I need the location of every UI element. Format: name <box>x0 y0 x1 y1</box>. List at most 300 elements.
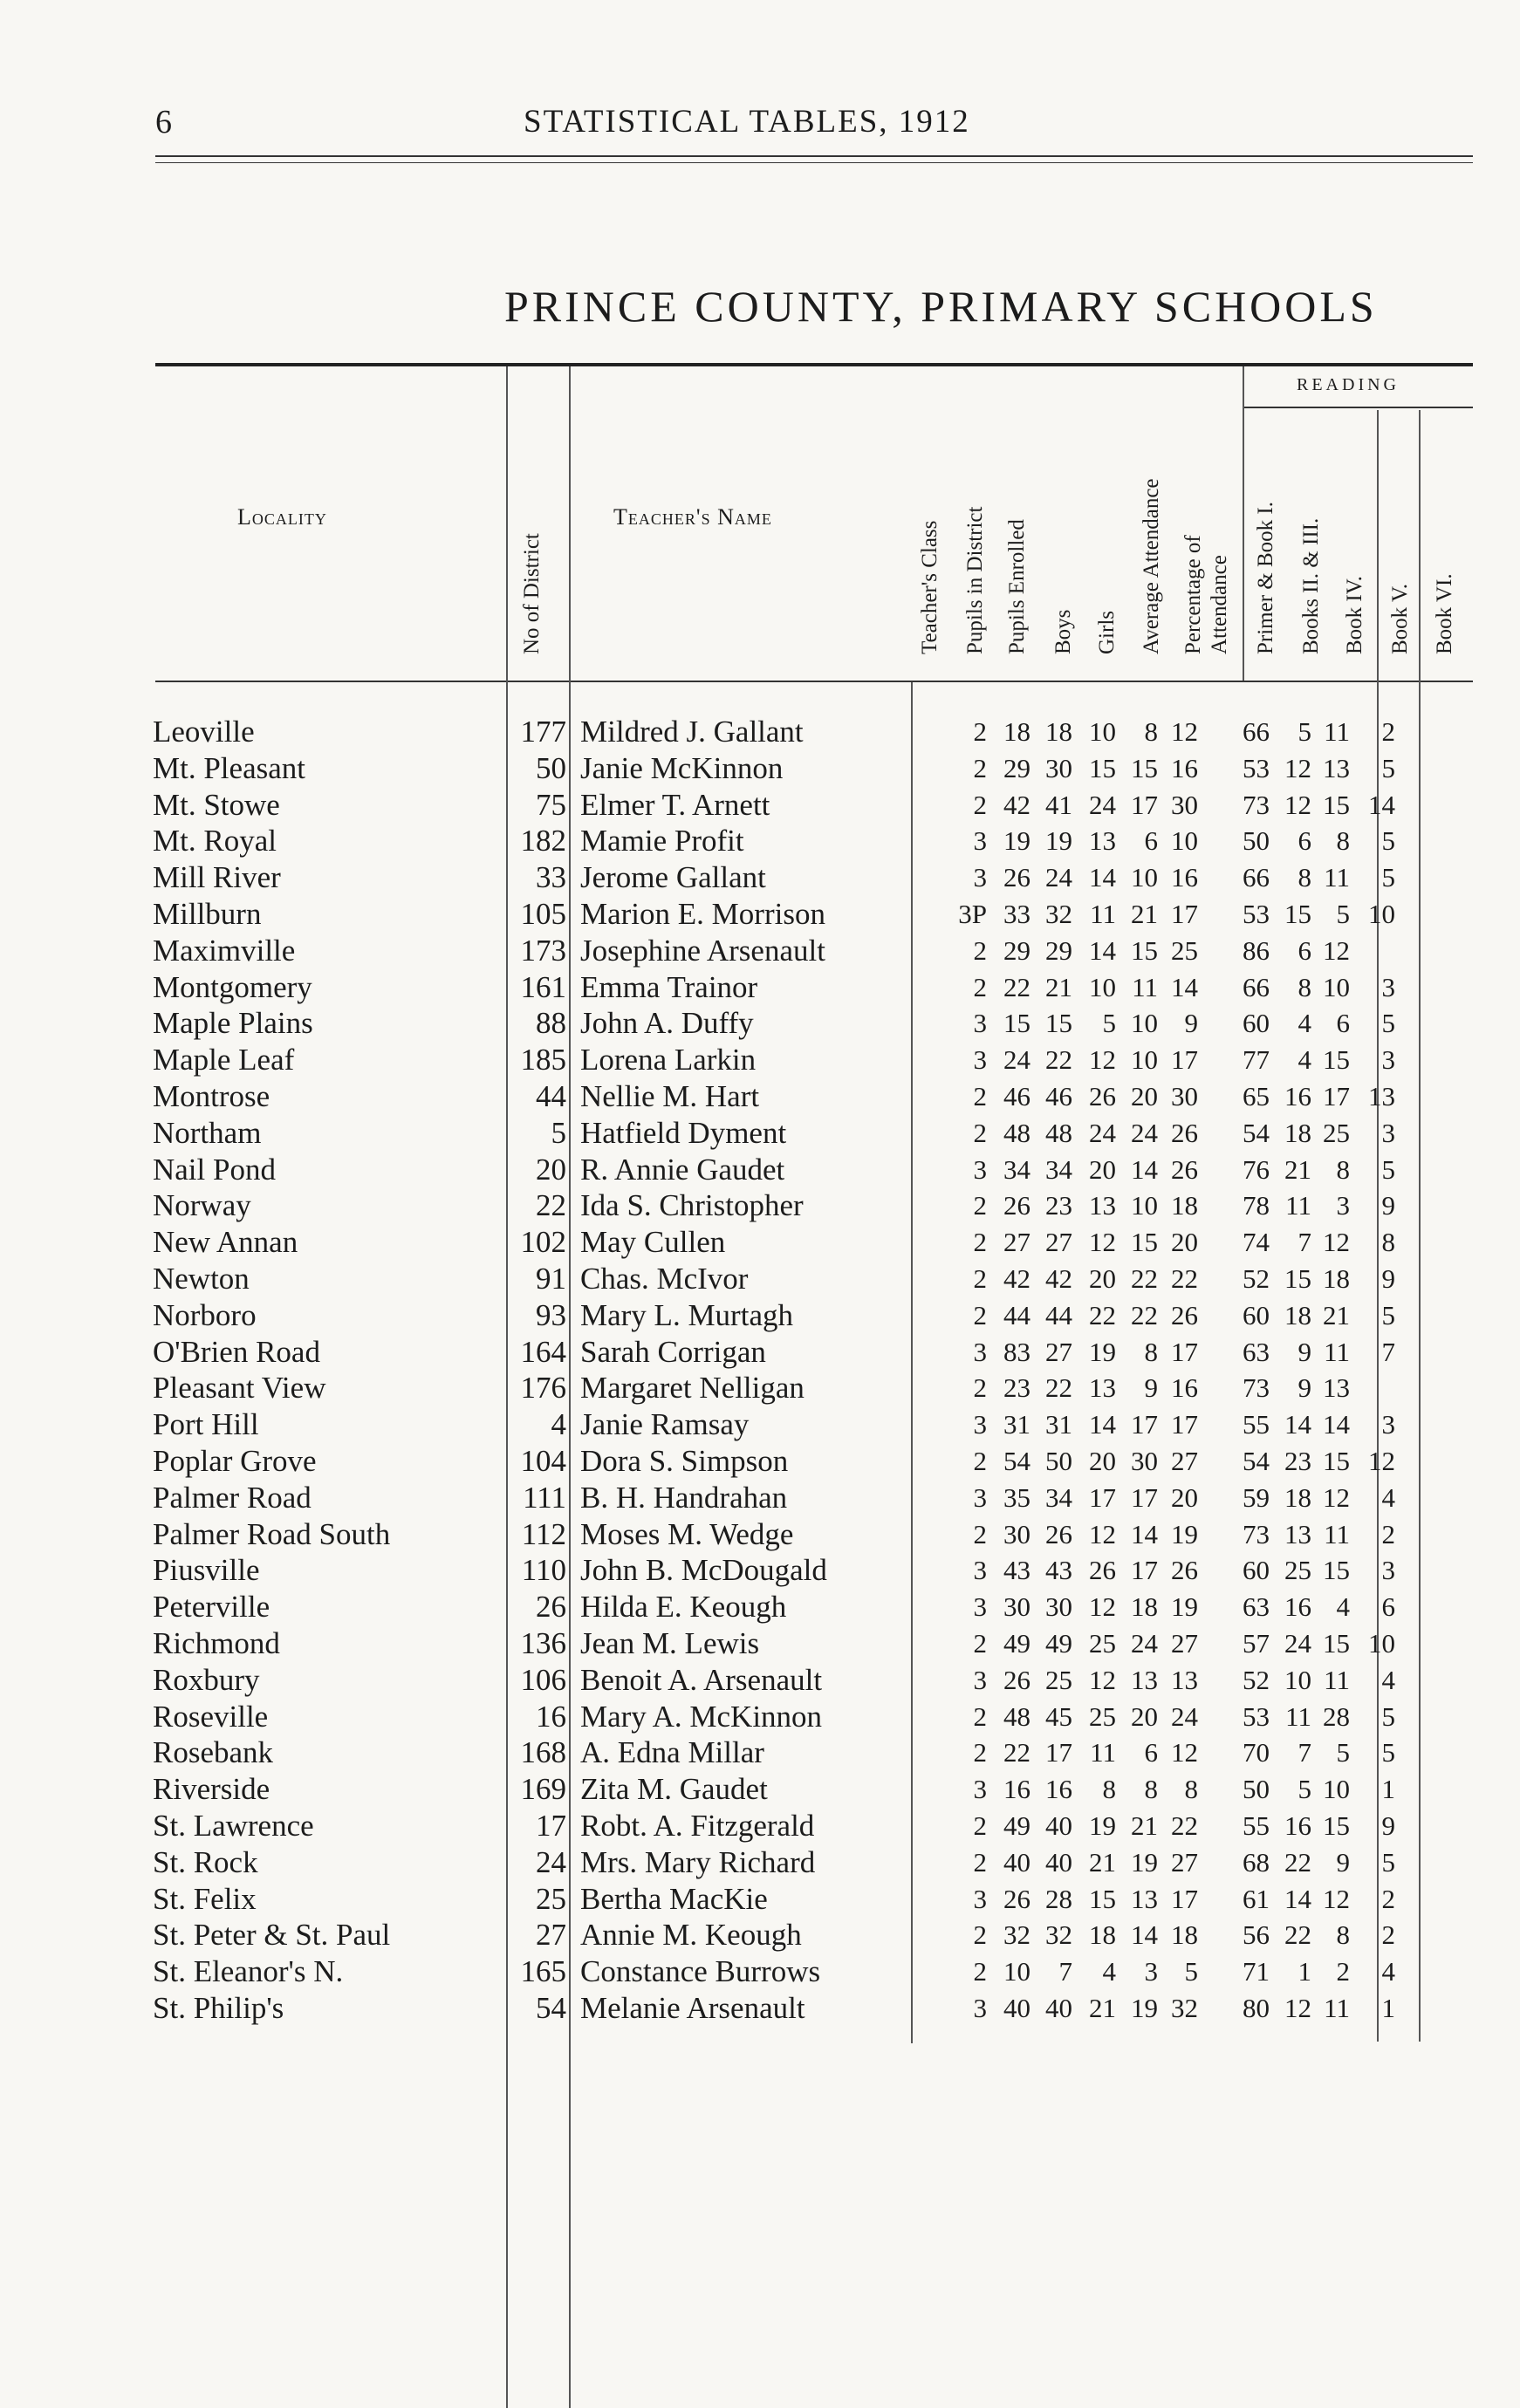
locality-cell: Norway <box>153 1188 251 1223</box>
girls-cell: 22 <box>1131 1299 1158 1331</box>
teacher-name-cell: Jerome Gallant <box>580 860 766 895</box>
pupils-enrolled-cell: 34 <box>1045 1481 1072 1513</box>
percentage-attendance-cell: 55 <box>1243 1409 1270 1440</box>
book-5-cell <box>1395 823 1441 859</box>
girls-cell: 19 <box>1131 1846 1158 1878</box>
page-number: 6 <box>155 104 172 140</box>
district-number-cell: 88 <box>536 1006 566 1041</box>
table-row <box>153 1552 1486 1589</box>
primer-book-1-cell: 18 <box>1284 1299 1311 1331</box>
book-4-cell: 5 <box>1381 1700 1395 1732</box>
average-attendance-cell: 8 <box>1184 1774 1198 1805</box>
books-2-3-cell: 15 <box>1323 1445 1350 1476</box>
pupils-enrolled-cell: 30 <box>1045 1591 1072 1623</box>
girls-cell: 3 <box>1144 1956 1158 1987</box>
books-2-3-cell: 12 <box>1323 1227 1350 1258</box>
table-row <box>153 1406 1486 1443</box>
percentage-attendance-cell: 68 <box>1243 1846 1270 1878</box>
percentage-attendance-cell: 61 <box>1243 1883 1270 1914</box>
teacher-name-cell: Mary A. McKinnon <box>580 1699 823 1734</box>
book-5-cell <box>1395 859 1441 896</box>
books-2-3-cell: 25 <box>1323 1117 1350 1148</box>
boys-cell: 5 <box>1102 1008 1116 1039</box>
header-book-5: Book V. <box>1388 583 1412 654</box>
pupils-enrolled-cell: 40 <box>1045 1846 1072 1878</box>
boys-cell: 15 <box>1089 1883 1116 1914</box>
primer-book-1-cell: 14 <box>1284 1883 1311 1914</box>
book-6-cell <box>1441 1297 1486 1334</box>
teacher-name-cell: Zita M. Gaudet <box>580 1772 768 1807</box>
pupils-enrolled-cell: 22 <box>1045 1044 1072 1076</box>
book-6-cell <box>1441 1771 1486 1808</box>
boys-cell: 12 <box>1089 1664 1116 1695</box>
table-row <box>153 896 1486 933</box>
primer-book-1-cell: 8 <box>1297 971 1311 1002</box>
girls-cell: 30 <box>1131 1445 1158 1476</box>
pupils-in-district-cell: 40 <box>1003 1992 1030 2023</box>
boys-cell: 12 <box>1089 1591 1116 1623</box>
district-number-cell: 136 <box>520 1625 566 1660</box>
books-2-3-cell: 13 <box>1323 752 1350 783</box>
book-6-cell <box>1441 1115 1486 1152</box>
book-4-cell: 13 <box>1368 1080 1395 1112</box>
book-4-cell: 12 <box>1368 1445 1395 1476</box>
district-number-cell: 16 <box>536 1699 566 1734</box>
primer-book-1-cell: 16 <box>1284 1080 1311 1112</box>
district-number-cell: 24 <box>536 1844 566 1879</box>
average-attendance-cell: 12 <box>1171 1737 1198 1768</box>
teachers-class-cell: 2 <box>973 1700 987 1732</box>
book-5-cell <box>1395 969 1441 1006</box>
pupils-enrolled-cell: 32 <box>1045 1919 1072 1951</box>
district-number-cell: 168 <box>520 1735 566 1770</box>
book-6-cell <box>1441 1516 1486 1553</box>
pupils-in-district-cell: 23 <box>1003 1372 1030 1404</box>
books-2-3-cell: 28 <box>1323 1700 1350 1732</box>
locality-cell: Millburn <box>153 896 262 931</box>
average-attendance-cell: 20 <box>1171 1227 1198 1258</box>
boys-cell: 18 <box>1089 1919 1116 1951</box>
table-row <box>153 859 1486 896</box>
primer-book-1-cell: 18 <box>1284 1117 1311 1148</box>
table-row <box>153 1480 1486 1516</box>
table-row <box>153 1699 1486 1735</box>
teachers-class-cell: 3 <box>973 1992 987 2023</box>
boys-cell: 15 <box>1089 752 1116 783</box>
boys-cell: 13 <box>1089 1190 1116 1221</box>
boys-cell: 10 <box>1089 971 1116 1002</box>
girls-cell: 15 <box>1131 934 1158 966</box>
locality-cell: St. Eleanor's N. <box>153 1954 344 1989</box>
percentage-attendance-cell: 52 <box>1243 1262 1270 1294</box>
table-row <box>153 1625 1486 1662</box>
pupils-enrolled-cell: 17 <box>1045 1737 1072 1768</box>
table-row <box>153 969 1486 1006</box>
pupils-in-district-cell: 18 <box>1003 716 1030 747</box>
locality-cell: Roseville <box>153 1699 269 1734</box>
girls-cell: 24 <box>1131 1117 1158 1148</box>
pupils-in-district-cell: 48 <box>1003 1700 1030 1732</box>
percentage-attendance-cell: 53 <box>1243 898 1270 929</box>
header-reading-group: READING <box>1297 375 1400 394</box>
average-attendance-cell: 9 <box>1184 1008 1198 1039</box>
book-5-cell <box>1395 1917 1441 1953</box>
locality-cell: Maple Plains <box>153 1006 313 1041</box>
teacher-name-cell: Marion E. Morrison <box>580 896 825 931</box>
table-row <box>153 750 1486 787</box>
book-4-cell: 2 <box>1381 1919 1395 1951</box>
teacher-name-cell: B. H. Handrahan <box>580 1480 788 1515</box>
book-6-cell <box>1441 1552 1486 1589</box>
header-locality: Locality <box>237 504 327 530</box>
boys-cell: 14 <box>1089 862 1116 893</box>
district-number-cell: 106 <box>520 1662 566 1697</box>
book-5-cell <box>1395 1115 1441 1152</box>
book-4-cell: 5 <box>1381 752 1395 783</box>
book-6-cell <box>1441 1261 1486 1297</box>
pupils-enrolled-cell: 7 <box>1058 1956 1072 1987</box>
locality-cell: Northam <box>153 1115 262 1150</box>
boys-cell: 25 <box>1089 1700 1116 1732</box>
teacher-name-cell: John B. McDougald <box>580 1553 827 1588</box>
district-number-cell: 17 <box>536 1808 566 1843</box>
table-row <box>153 1589 1486 1625</box>
primer-book-1-cell: 12 <box>1284 1992 1311 2023</box>
percentage-attendance-cell: 76 <box>1243 1153 1270 1185</box>
average-attendance-cell: 24 <box>1171 1700 1198 1732</box>
pupils-enrolled-cell: 28 <box>1045 1883 1072 1914</box>
pupils-in-district-cell: 54 <box>1003 1445 1030 1476</box>
book-5-cell <box>1395 1990 1441 2027</box>
average-attendance-cell: 18 <box>1171 1919 1198 1951</box>
teachers-class-cell: 2 <box>973 971 987 1002</box>
books-2-3-cell: 10 <box>1323 971 1350 1002</box>
girls-cell: 17 <box>1131 789 1158 820</box>
locality-cell: Piusville <box>153 1553 260 1588</box>
book-4-cell: 1 <box>1381 1992 1395 2023</box>
primer-book-1-cell: 6 <box>1297 825 1311 857</box>
book-6-cell <box>1441 896 1486 933</box>
book-4-cell: 7 <box>1381 1336 1395 1367</box>
pupils-in-district-cell: 16 <box>1003 1774 1030 1805</box>
book-4-cell: 3 <box>1381 1117 1395 1148</box>
teachers-class-cell: 2 <box>973 1262 987 1294</box>
teachers-class-cell: 3 <box>973 825 987 857</box>
pupils-in-district-cell: 30 <box>1003 1591 1030 1623</box>
table-row <box>153 1990 1486 2027</box>
header-book-4: Book IV. <box>1343 576 1366 654</box>
boys-cell: 12 <box>1089 1227 1116 1258</box>
books-2-3-cell: 11 <box>1324 1664 1350 1695</box>
books-2-3-cell: 11 <box>1324 862 1350 893</box>
girls-cell: 21 <box>1131 898 1158 929</box>
teacher-name-cell: Margaret Nelligan <box>580 1371 805 1406</box>
book-6-cell <box>1441 969 1486 1006</box>
table-row <box>153 1261 1486 1297</box>
locality-cell: St. Philip's <box>153 1990 284 2025</box>
teachers-class-cell: 3 <box>973 1008 987 1039</box>
book-5-cell <box>1395 787 1441 824</box>
book-6-cell <box>1441 1078 1486 1115</box>
girls-cell: 9 <box>1144 1372 1158 1404</box>
book-5-cell <box>1395 1953 1441 1990</box>
district-number-cell: 22 <box>536 1188 566 1223</box>
schools-table <box>153 714 1486 2027</box>
percentage-attendance-cell: 50 <box>1243 1774 1270 1805</box>
book-5-cell <box>1395 933 1441 969</box>
table-row <box>153 823 1486 859</box>
boys-cell: 26 <box>1089 1080 1116 1112</box>
girls-cell: 6 <box>1144 825 1158 857</box>
teacher-name-cell: Emma Trainor <box>580 969 758 1004</box>
book-6-cell <box>1441 1334 1486 1371</box>
locality-cell: Rosebank <box>153 1735 274 1770</box>
book-6-cell <box>1441 1370 1486 1406</box>
average-attendance-cell: 25 <box>1171 934 1198 966</box>
book-4-cell: 5 <box>1381 862 1395 893</box>
district-number-cell: 50 <box>536 750 566 785</box>
boys-cell: 19 <box>1089 1336 1116 1367</box>
girls-cell: 15 <box>1131 1227 1158 1258</box>
girls-cell: 17 <box>1131 1409 1158 1440</box>
average-attendance-cell: 14 <box>1171 971 1198 1002</box>
book-4-cell: 10 <box>1368 1627 1395 1659</box>
percentage-attendance-cell: 66 <box>1243 862 1270 893</box>
primer-book-1-cell: 12 <box>1284 752 1311 783</box>
teachers-class-cell: 2 <box>973 752 987 783</box>
teacher-name-cell: Constance Burrows <box>580 1954 821 1989</box>
primer-book-1-cell: 24 <box>1284 1627 1311 1659</box>
book-4-cell: 3 <box>1381 1409 1395 1440</box>
teacher-name-cell: Hatfield Dyment <box>580 1115 787 1150</box>
average-attendance-cell: 26 <box>1171 1153 1198 1185</box>
books-2-3-cell: 10 <box>1323 1774 1350 1805</box>
book-6-cell <box>1441 859 1486 896</box>
book-5-cell <box>1395 1516 1441 1553</box>
pupils-enrolled-cell: 21 <box>1045 971 1072 1002</box>
book-5-cell <box>1395 1480 1441 1516</box>
pupils-in-district-cell: 49 <box>1003 1809 1030 1841</box>
percentage-attendance-cell: 86 <box>1243 934 1270 966</box>
book-6-cell <box>1441 787 1486 824</box>
book-6-cell <box>1441 1224 1486 1261</box>
boys-cell: 25 <box>1089 1627 1116 1659</box>
locality-cell: Richmond <box>153 1625 280 1660</box>
pupils-enrolled-cell: 44 <box>1045 1299 1072 1331</box>
header-books-2-3: Books II. & III. <box>1299 517 1323 654</box>
pupils-in-district-cell: 10 <box>1003 1956 1030 1987</box>
book-5-cell <box>1395 1771 1441 1808</box>
books-2-3-cell: 6 <box>1336 1008 1350 1039</box>
teachers-class-cell: 2 <box>973 1627 987 1659</box>
book-5-cell <box>1395 1734 1441 1771</box>
primer-book-1-cell: 5 <box>1297 716 1311 747</box>
boys-cell: 24 <box>1089 1117 1116 1148</box>
average-attendance-cell: 10 <box>1171 825 1198 857</box>
book-4-cell: 5 <box>1381 825 1395 857</box>
header-pupils-enrolled: Pupils Enrolled <box>1005 519 1029 654</box>
district-number-cell: 75 <box>536 787 566 822</box>
table-row <box>153 1187 1486 1224</box>
pupils-enrolled-cell: 29 <box>1045 934 1072 966</box>
girls-cell: 8 <box>1144 1336 1158 1367</box>
table-row <box>153 1443 1486 1480</box>
books-2-3-cell: 8 <box>1336 1919 1350 1951</box>
pupils-in-district-cell: 83 <box>1003 1336 1030 1367</box>
pupils-in-district-cell: 48 <box>1003 1117 1030 1148</box>
teacher-name-cell: Annie M. Keough <box>580 1918 802 1953</box>
teacher-name-cell: Josephine Arsenault <box>580 933 825 968</box>
teacher-name-cell: Jean M. Lewis <box>580 1625 760 1660</box>
column-rule <box>1243 366 1244 681</box>
table-row <box>153 1115 1486 1152</box>
header-teacher: Teacher's Name <box>613 504 772 530</box>
locality-cell: Palmer Road <box>153 1480 312 1515</box>
pupils-enrolled-cell: 31 <box>1045 1409 1072 1440</box>
book-6-cell <box>1441 933 1486 969</box>
book-5-cell <box>1395 1370 1441 1406</box>
percentage-attendance-cell: 59 <box>1243 1481 1270 1513</box>
percentage-attendance-cell: 78 <box>1243 1190 1270 1221</box>
teachers-class-cell: 3 <box>973 1044 987 1076</box>
girls-cell: 17 <box>1131 1481 1158 1513</box>
pupils-enrolled-cell: 30 <box>1045 752 1072 783</box>
pupils-enrolled-cell: 40 <box>1045 1809 1072 1841</box>
average-attendance-cell: 17 <box>1171 1883 1198 1914</box>
district-number-cell: 93 <box>536 1297 566 1332</box>
average-attendance-cell: 26 <box>1171 1299 1198 1331</box>
district-number-cell: 33 <box>536 860 566 895</box>
district-number-cell: 4 <box>551 1407 566 1442</box>
table-row <box>153 1662 1486 1699</box>
teachers-class-cell: 3 <box>973 1774 987 1805</box>
primer-book-1-cell: 13 <box>1284 1518 1311 1549</box>
locality-cell: Mill River <box>153 860 281 895</box>
primer-book-1-cell: 9 <box>1297 1372 1311 1404</box>
girls-cell: 21 <box>1131 1809 1158 1841</box>
header-percentage-line1: Percentage of <box>1181 535 1205 654</box>
books-2-3-cell: 15 <box>1323 1809 1350 1841</box>
teacher-name-cell: Mary L. Murtagh <box>580 1297 793 1332</box>
district-number-cell: 26 <box>536 1590 566 1625</box>
header-boys: Boys <box>1051 609 1075 654</box>
book-6-cell <box>1441 1953 1486 1990</box>
pupils-in-district-cell: 24 <box>1003 1044 1030 1076</box>
percentage-attendance-cell: 55 <box>1243 1809 1270 1841</box>
book-5-cell <box>1395 896 1441 933</box>
book-6-cell <box>1441 823 1486 859</box>
district-number-cell: 176 <box>520 1371 566 1406</box>
average-attendance-cell: 30 <box>1171 789 1198 820</box>
boys-cell: 4 <box>1102 1956 1116 1987</box>
pupils-in-district-cell: 42 <box>1003 789 1030 820</box>
locality-cell: Norboro <box>153 1297 257 1332</box>
pupils-enrolled-cell: 24 <box>1045 862 1072 893</box>
book-4-cell: 5 <box>1381 1737 1395 1768</box>
average-attendance-cell: 26 <box>1171 1555 1198 1586</box>
books-2-3-cell: 12 <box>1323 1481 1350 1513</box>
boys-cell: 20 <box>1089 1445 1116 1476</box>
pupils-enrolled-cell: 27 <box>1045 1336 1072 1367</box>
teachers-class-cell: 3 <box>973 1883 987 1914</box>
book-4-cell: 4 <box>1381 1481 1395 1513</box>
locality-cell: Peterville <box>153 1590 270 1625</box>
girls-cell: 10 <box>1131 1008 1158 1039</box>
book-4-cell: 9 <box>1381 1262 1395 1294</box>
district-number-cell: 27 <box>536 1918 566 1953</box>
books-2-3-cell: 17 <box>1323 1080 1350 1112</box>
primer-book-1-cell: 12 <box>1284 789 1311 820</box>
locality-cell: Newton <box>153 1261 250 1296</box>
percentage-attendance-cell: 53 <box>1243 752 1270 783</box>
percentage-attendance-cell: 80 <box>1243 1992 1270 2023</box>
book-4-cell: 5 <box>1381 1153 1395 1185</box>
table-row <box>153 1224 1486 1261</box>
column-header-top-rule <box>155 363 1473 366</box>
primer-book-1-cell: 22 <box>1284 1919 1311 1951</box>
running-title: STATISTICAL TABLES, 1912 <box>524 104 970 140</box>
primer-book-1-cell: 14 <box>1284 1409 1311 1440</box>
pupils-in-district-cell: 30 <box>1003 1518 1030 1549</box>
header-book-6: Book VI. <box>1433 573 1456 654</box>
book-5-cell <box>1395 1261 1441 1297</box>
table-row <box>153 933 1486 969</box>
girls-cell: 8 <box>1144 1774 1158 1805</box>
teachers-class-cell: 2 <box>973 1846 987 1878</box>
pupils-enrolled-cell: 45 <box>1045 1700 1072 1732</box>
book-5-cell <box>1395 1662 1441 1699</box>
book-6-cell <box>1441 1443 1486 1480</box>
table-row <box>153 1152 1486 1188</box>
teacher-name-cell: Ida S. Christopher <box>580 1188 804 1223</box>
district-number-cell: 54 <box>536 1990 566 2025</box>
average-attendance-cell: 30 <box>1171 1080 1198 1112</box>
boys-cell: 13 <box>1089 1372 1116 1404</box>
book-4-cell: 1 <box>1381 1774 1395 1805</box>
boys-cell: 17 <box>1089 1481 1116 1513</box>
average-attendance-cell: 12 <box>1171 716 1198 747</box>
pupils-in-district-cell: 49 <box>1003 1627 1030 1659</box>
primer-book-1-cell: 11 <box>1285 1700 1311 1732</box>
percentage-attendance-cell: 63 <box>1243 1591 1270 1623</box>
book-6-cell <box>1441 750 1486 787</box>
girls-cell: 24 <box>1131 1627 1158 1659</box>
district-number-cell: 111 <box>523 1480 566 1515</box>
boys-cell: 12 <box>1089 1044 1116 1076</box>
books-2-3-cell: 4 <box>1336 1591 1350 1623</box>
pupils-in-district-cell: 29 <box>1003 934 1030 966</box>
book-4-cell: 10 <box>1368 898 1395 929</box>
district-number-cell: 105 <box>520 896 566 931</box>
book-5-cell <box>1395 1187 1441 1224</box>
average-attendance-cell: 27 <box>1171 1445 1198 1476</box>
percentage-attendance-cell: 57 <box>1243 1627 1270 1659</box>
book-4-cell <box>1350 1370 1395 1406</box>
pupils-enrolled-cell: 50 <box>1045 1445 1072 1476</box>
district-number-cell: 104 <box>520 1443 566 1478</box>
locality-cell: Roxbury <box>153 1662 260 1697</box>
pupils-enrolled-cell: 41 <box>1045 789 1072 820</box>
pupils-in-district-cell: 19 <box>1003 825 1030 857</box>
girls-cell: 6 <box>1144 1737 1158 1768</box>
district-number-cell: 91 <box>536 1261 566 1296</box>
book-5-cell <box>1395 1881 1441 1918</box>
teachers-class-cell: 3 <box>973 862 987 893</box>
primer-book-1-cell: 18 <box>1284 1481 1311 1513</box>
girls-cell: 11 <box>1132 971 1158 1002</box>
teacher-name-cell: Mamie Profit <box>580 824 744 859</box>
average-attendance-cell: 13 <box>1171 1664 1198 1695</box>
